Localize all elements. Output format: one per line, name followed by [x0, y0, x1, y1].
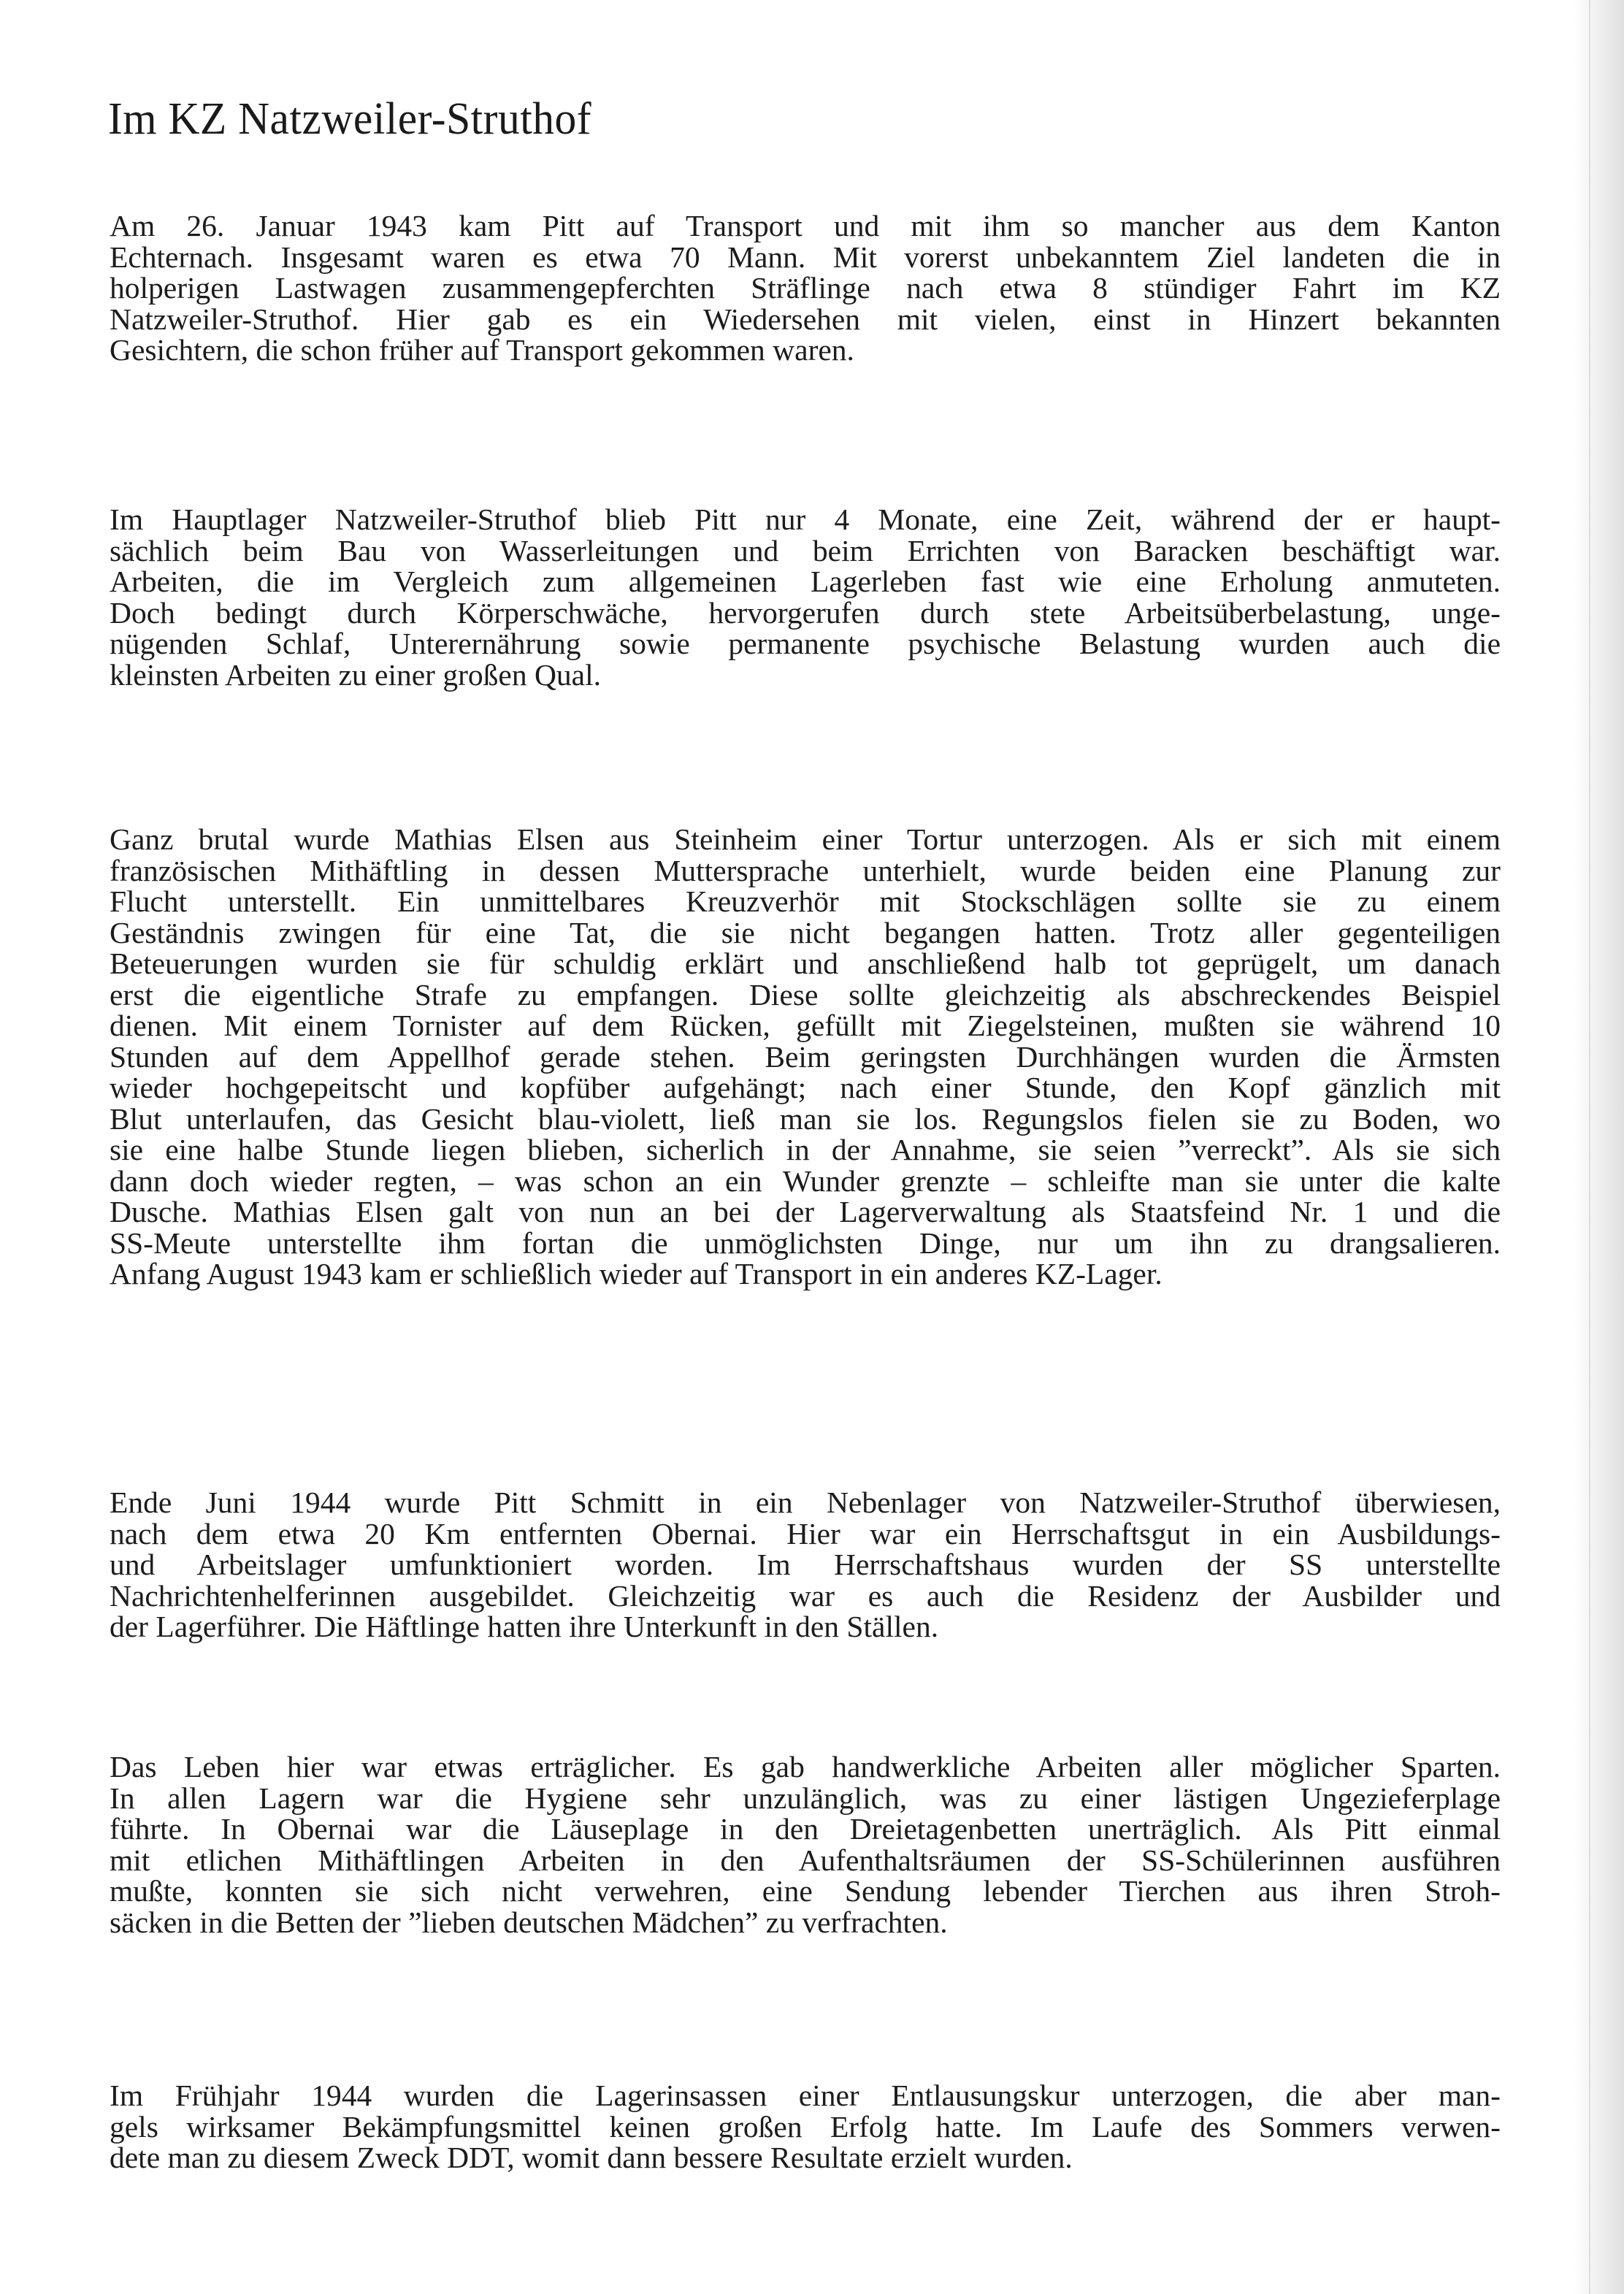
- text-line: SS-Meute unterstellte ihm fortan die unmöglichsten Dinge, nur um ihn zu drangsalieren.: [110, 1226, 1501, 1260]
- text-line: dienen. Mit einem Tornister auf dem Rücken, gefüllt mit Ziegelsteinen, mußten sie während 10: [110, 1009, 1501, 1042]
- text-line: Echternach. Insgesamt waren es etwa 70 Mann. Mit vorerst unbekanntem Ziel landeten die in: [110, 240, 1501, 274]
- text-line: Natzweiler-Struthof. Hier gab es ein Wiedersehen mit vielen, einst in Hinzert bekannten: [110, 302, 1501, 336]
- paragraph-leben: [110, 1751, 1501, 1938]
- text-line: Ende Juni 1944 wurde Pitt Schmitt in ein Nebenlager von Natzweiler-Struthof überwiesen,: [110, 1486, 1501, 1519]
- text-line: Im Hauptlager Natzweiler-Struthof blieb Pitt nur 4 Monate, eine Zeit, während der er haupt-: [110, 502, 1501, 536]
- paragraph-obernai: [110, 1487, 1501, 1643]
- text-line: Anfang August 1943 kam er schließlich wieder auf Transport in ein anderes KZ-Lager.: [110, 1257, 1163, 1291]
- page-gutter-shadow: [1573, 0, 1624, 2294]
- text-line: erst die eigentliche Strafe zu empfangen. Diese sollte gleichzeitig als abschreckendes Beispiel: [110, 977, 1501, 1012]
- page-edge-line: [1589, 0, 1590, 2294]
- text-line: Stunden auf dem Appellhof gerade stehen. Beim geringsten Durchhängen wurden die Ärmsten: [110, 1039, 1501, 1074]
- text-line: nügenden Schlaf, Unterernährung sowie permanente psychische Belastung wurden auch die: [110, 627, 1501, 660]
- text-line: Gesichtern, die schon früher auf Transport gekommen waren.: [110, 333, 854, 367]
- text-line: nach dem etwa 20 Km entfernten Obernai. Hier war ein Herrschaftsgut in ein Ausbildungs-: [110, 1516, 1501, 1551]
- paragraph-entlausung: [110, 2080, 1501, 2173]
- text-line: mußte, konnten sie sich nicht verwehren, eine Sendung lebender Tierchen aus ihren Stroh-: [110, 1874, 1501, 1908]
- text-line: Doch bedingt durch Körperschwäche, hervorgerufen durch stete Arbeitsüberbelastung, unge-: [110, 595, 1501, 630]
- text-line: Arbeiten, die im Vergleich zum allgemeinen Lagerleben fast wie eine Erholung anmuteten.: [110, 565, 1501, 598]
- text-line: und Arbeitslager umfunktioniert worden. Im Herrschaftshaus wurden der SS unterstellte: [110, 1548, 1501, 1581]
- text-line: dete man zu diesem Zweck DDT, womit dann bessere Resultate erzielt wurden.: [110, 2141, 1073, 2174]
- text-line: holperigen Lastwagen zusammengepferchten Sträflinge nach etwa 8 stündiger Fahrt im KZ: [110, 271, 1501, 305]
- text-line: Am 26. Januar 1943 kam Pitt auf Transport und mit ihm so mancher aus dem Kanton: [110, 209, 1501, 242]
- text-line: Geständnis zwingen für eine Tat, die sie nicht begangen hatten. Trotz aller gegenteiligen: [110, 915, 1501, 949]
- text-line: französischen Mithäftling in dessen Muttersprache unterhielt, wurde beiden eine Planung zur: [110, 853, 1501, 887]
- text-line: Flucht unterstellt. Ein unmittelbares Kreuzverhör mit Stockschlägen sollte sie zu einem: [110, 884, 1501, 918]
- paragraph-transport: [110, 210, 1501, 366]
- text-line: Dusche. Mathias Elsen galt von nun an bei der Lagerverwaltung als Staatsfeind Nr. 1 und die: [110, 1195, 1501, 1228]
- text-line: Ganz brutal wurde Mathias Elsen aus Steinheim einer Tortur unterzogen. Als er sich mit einem: [110, 822, 1501, 856]
- text-line: sächlich beim Bau von Wasserleitungen und beim Errichten von Baracken beschäftigt war.: [110, 533, 1501, 567]
- text-line: kleinsten Arbeiten zu einer großen Qual.: [110, 657, 601, 692]
- text-line: Das Leben hier war etwas erträglicher. Es gab handwerkliche Arbeiten aller möglicher Sparten.: [110, 1750, 1501, 1783]
- chapter-title: Im KZ Natzweiler-Struthof: [108, 94, 592, 144]
- text-line: gels wirksamer Bekämpfungsmittel keinen großen Erfolg hatte. Im Laufe des Sommers verwen-: [110, 2109, 1501, 2144]
- text-line: Im Frühjahr 1944 wurden die Lagerinsassen einer Entlausungskur unterzogen, die aber man-: [110, 2079, 1501, 2112]
- text-line: führte. In Obernai war die Läuseplage in den Dreietagenbetten unerträglich. Als Pitt einmal: [110, 1812, 1501, 1846]
- paragraph-mathias-elsen: [110, 824, 1501, 1290]
- text-line: In allen Lagern war die Hygiene sehr unzulänglich, was zu einer lästigen Ungezieferplage: [110, 1781, 1501, 1815]
- text-line: dann doch wieder regten, – was schon an ein Wunder grenzte – schleifte man sie unter die kalte: [110, 1163, 1501, 1198]
- paragraph-hauptlager: [110, 504, 1501, 690]
- text-line: säcken in die Betten der ”lieben deutschen Mädchen” zu verfrachten.: [110, 1905, 948, 1939]
- text-line: mit etlichen Mithäftlingen Arbeiten in den Aufenthaltsräumen der SS-Schülerinnen ausführen: [110, 1843, 1501, 1877]
- text-line: Blut unterlaufen, das Gesicht blau-violett, ließ man sie los. Regungslos fielen sie zu Boden, wo: [110, 1101, 1501, 1136]
- text-line: Beteuerungen wurden sie für schuldig erklärt und anschließend halb tot geprügelt, um danach: [110, 947, 1501, 980]
- text-line: wieder hochgepeitscht und kopfüber aufgehängt; nach einer Stunde, den Kopf gänzlich mit: [110, 1071, 1501, 1104]
- text-line: der Lagerführer. Die Häftlinge hatten ihre Unterkunft in den Ställen.: [110, 1610, 939, 1643]
- text-line: sie eine halbe Stunde liegen blieben, sicherlich in der Annahme, sie seien ”verreckt”. Als sie sich: [110, 1133, 1501, 1166]
- text-line: Nachrichtenhelferinnen ausgebildet. Gleichzeitig war es auch die Residenz der Ausbilder und: [110, 1578, 1501, 1613]
